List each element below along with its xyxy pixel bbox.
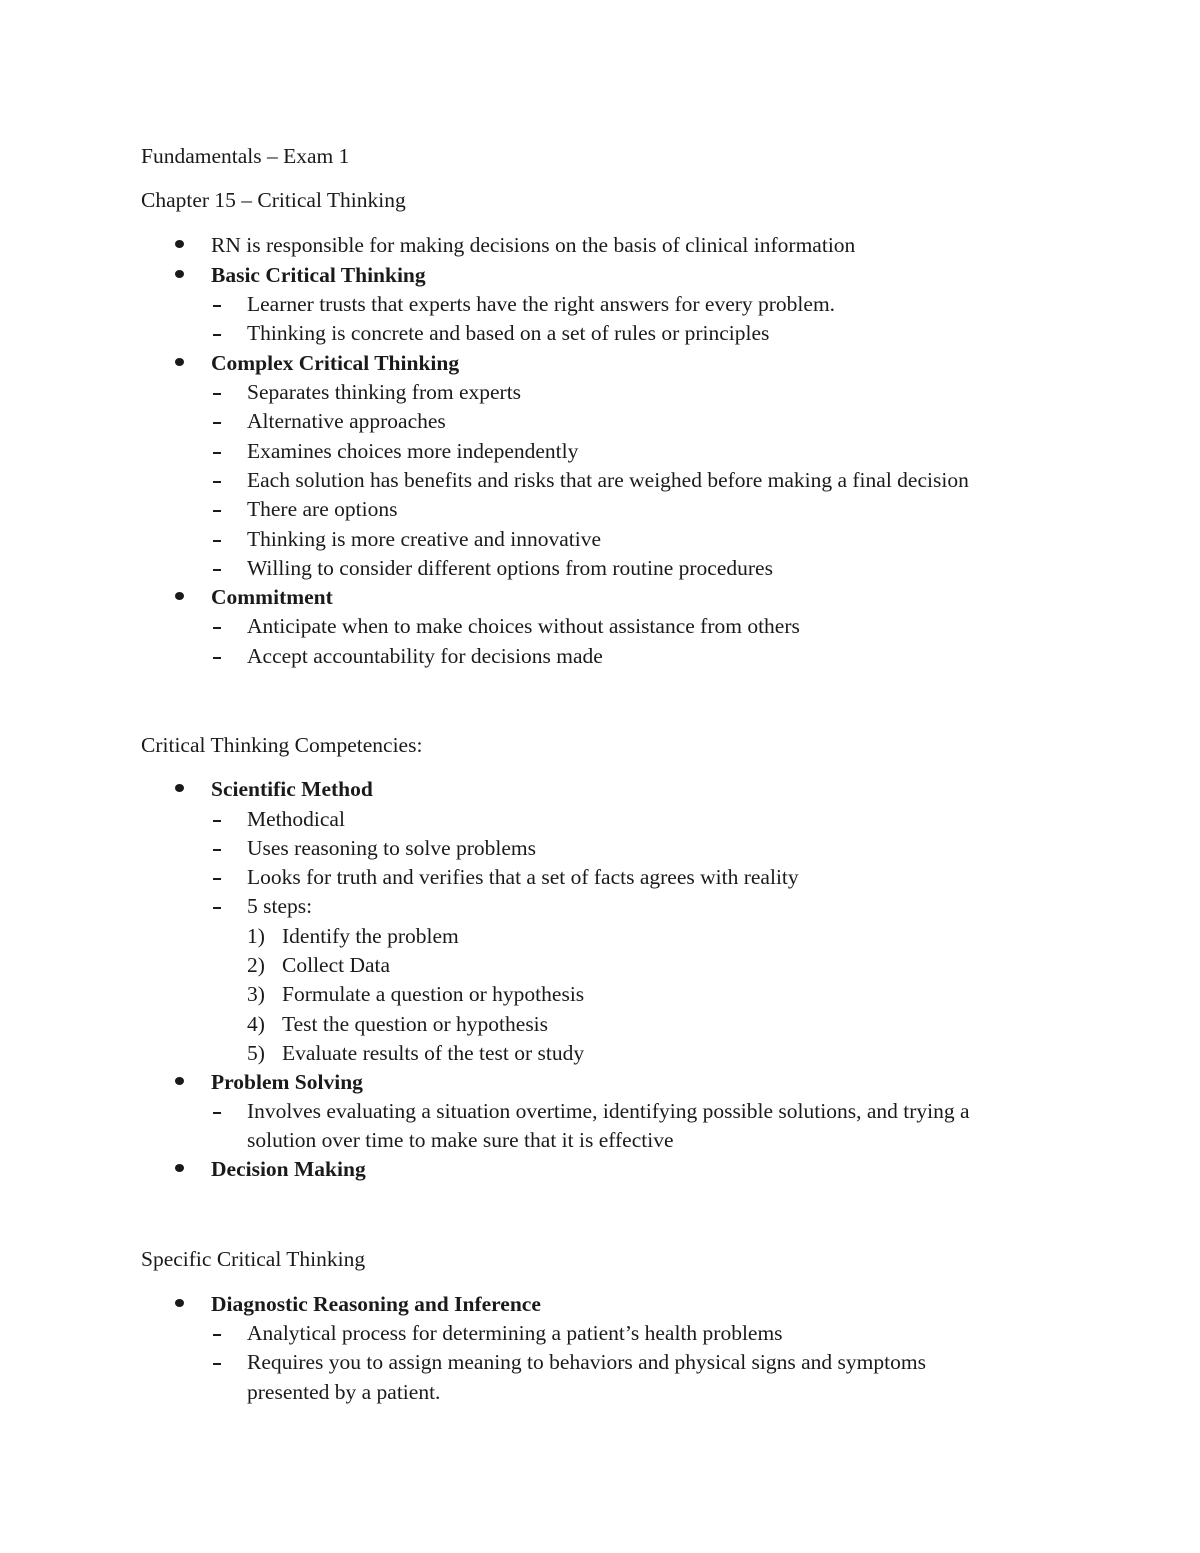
dash-icon	[213, 481, 221, 483]
dash-icon	[213, 452, 221, 454]
step-item: Evaluate results of the test or study	[282, 1041, 585, 1065]
bullet-icon	[175, 1164, 184, 1172]
step-item: Test the question or hypothesis	[282, 1012, 549, 1036]
section-heading-specific: Specific Critical Thinking	[141, 1247, 366, 1271]
step-item: Collect Data	[282, 953, 391, 977]
dash-icon	[213, 1363, 221, 1365]
dash-icon	[213, 305, 221, 307]
bullet-icon	[175, 270, 184, 278]
sub-item: Thinking is concrete and based on a set of rules or principles	[247, 321, 770, 345]
bullet-icon	[175, 784, 184, 792]
bullet-icon	[175, 1077, 184, 1085]
sub-item: Each solution has benefits and risks that are weighed before making a final decision	[247, 468, 969, 492]
sub-item: Separates thinking from experts	[247, 380, 522, 404]
section-heading-competencies: Critical Thinking Competencies:	[141, 733, 423, 757]
bullet-icon	[175, 240, 184, 248]
sub-item: Accept accountability for decisions made	[247, 644, 603, 668]
sub-item: Learner trusts that experts have the right answers for every problem.	[247, 292, 836, 316]
bullet-item-heading: Commitment	[211, 585, 333, 609]
sub-item: Willing to consider different options from routine procedures	[247, 556, 773, 580]
bullet-icon	[175, 1299, 184, 1307]
chapter-heading: Chapter 15 – Critical Thinking	[141, 188, 406, 212]
bullet-item-text: RN is responsible for making decisions on the basis of clinical information	[211, 233, 856, 257]
dash-icon	[213, 907, 221, 909]
sub-item: There are options	[247, 497, 398, 521]
step-number: 3)	[247, 982, 265, 1006]
step-item: Formulate a question or hypothesis	[282, 982, 585, 1006]
dash-icon	[213, 878, 221, 880]
bullet-item-heading: Problem Solving	[211, 1070, 363, 1094]
sub-item: Alternative approaches	[247, 409, 446, 433]
step-number: 4)	[247, 1012, 265, 1036]
bullet-icon	[175, 592, 184, 600]
dash-icon	[213, 510, 221, 512]
sub-item-continued: presented by a patient.	[247, 1380, 441, 1404]
step-number: 5)	[247, 1041, 265, 1065]
dash-icon	[213, 422, 221, 424]
sub-item: Looks for truth and verifies that a set of facts agrees with reality	[247, 865, 799, 889]
sub-item: Examines choices more independently	[247, 439, 579, 463]
sub-item: Uses reasoning to solve problems	[247, 836, 537, 860]
bullet-item-heading: Decision Making	[211, 1157, 366, 1181]
dash-icon	[213, 1334, 221, 1336]
sub-item: Requires you to assign meaning to behaviors and physical signs and symptoms	[247, 1350, 926, 1374]
sub-item: Methodical	[247, 807, 345, 831]
sub-item: Analytical process for determining a patient’s health problems	[247, 1321, 783, 1345]
dash-icon	[213, 393, 221, 395]
dash-icon	[213, 1112, 221, 1114]
step-number: 2)	[247, 953, 265, 977]
dash-icon	[213, 657, 221, 659]
dash-icon	[213, 820, 221, 822]
dash-icon	[213, 569, 221, 571]
step-number: 1)	[247, 924, 265, 948]
document-title: Fundamentals – Exam 1	[141, 144, 350, 168]
bullet-icon	[175, 358, 184, 366]
sub-item-continued: solution over time to make sure that it is effective	[247, 1128, 674, 1152]
dash-icon	[213, 627, 221, 629]
step-item: Identify the problem	[282, 924, 459, 948]
dash-icon	[213, 849, 221, 851]
bullet-item-heading: Diagnostic Reasoning and Inference	[211, 1292, 541, 1316]
bullet-item-heading: Basic Critical Thinking	[211, 263, 426, 287]
sub-item: 5 steps:	[247, 894, 313, 918]
sub-item: Thinking is more creative and innovative	[247, 527, 602, 551]
sub-item: Anticipate when to make choices without assistance from others	[247, 614, 800, 638]
dash-icon	[213, 540, 221, 542]
bullet-item-heading: Complex Critical Thinking	[211, 351, 460, 375]
bullet-item-heading: Scientific Method	[211, 777, 373, 801]
dash-icon	[213, 334, 221, 336]
sub-item: Involves evaluating a situation overtime, identifying possible solutions, and trying a	[247, 1099, 970, 1123]
